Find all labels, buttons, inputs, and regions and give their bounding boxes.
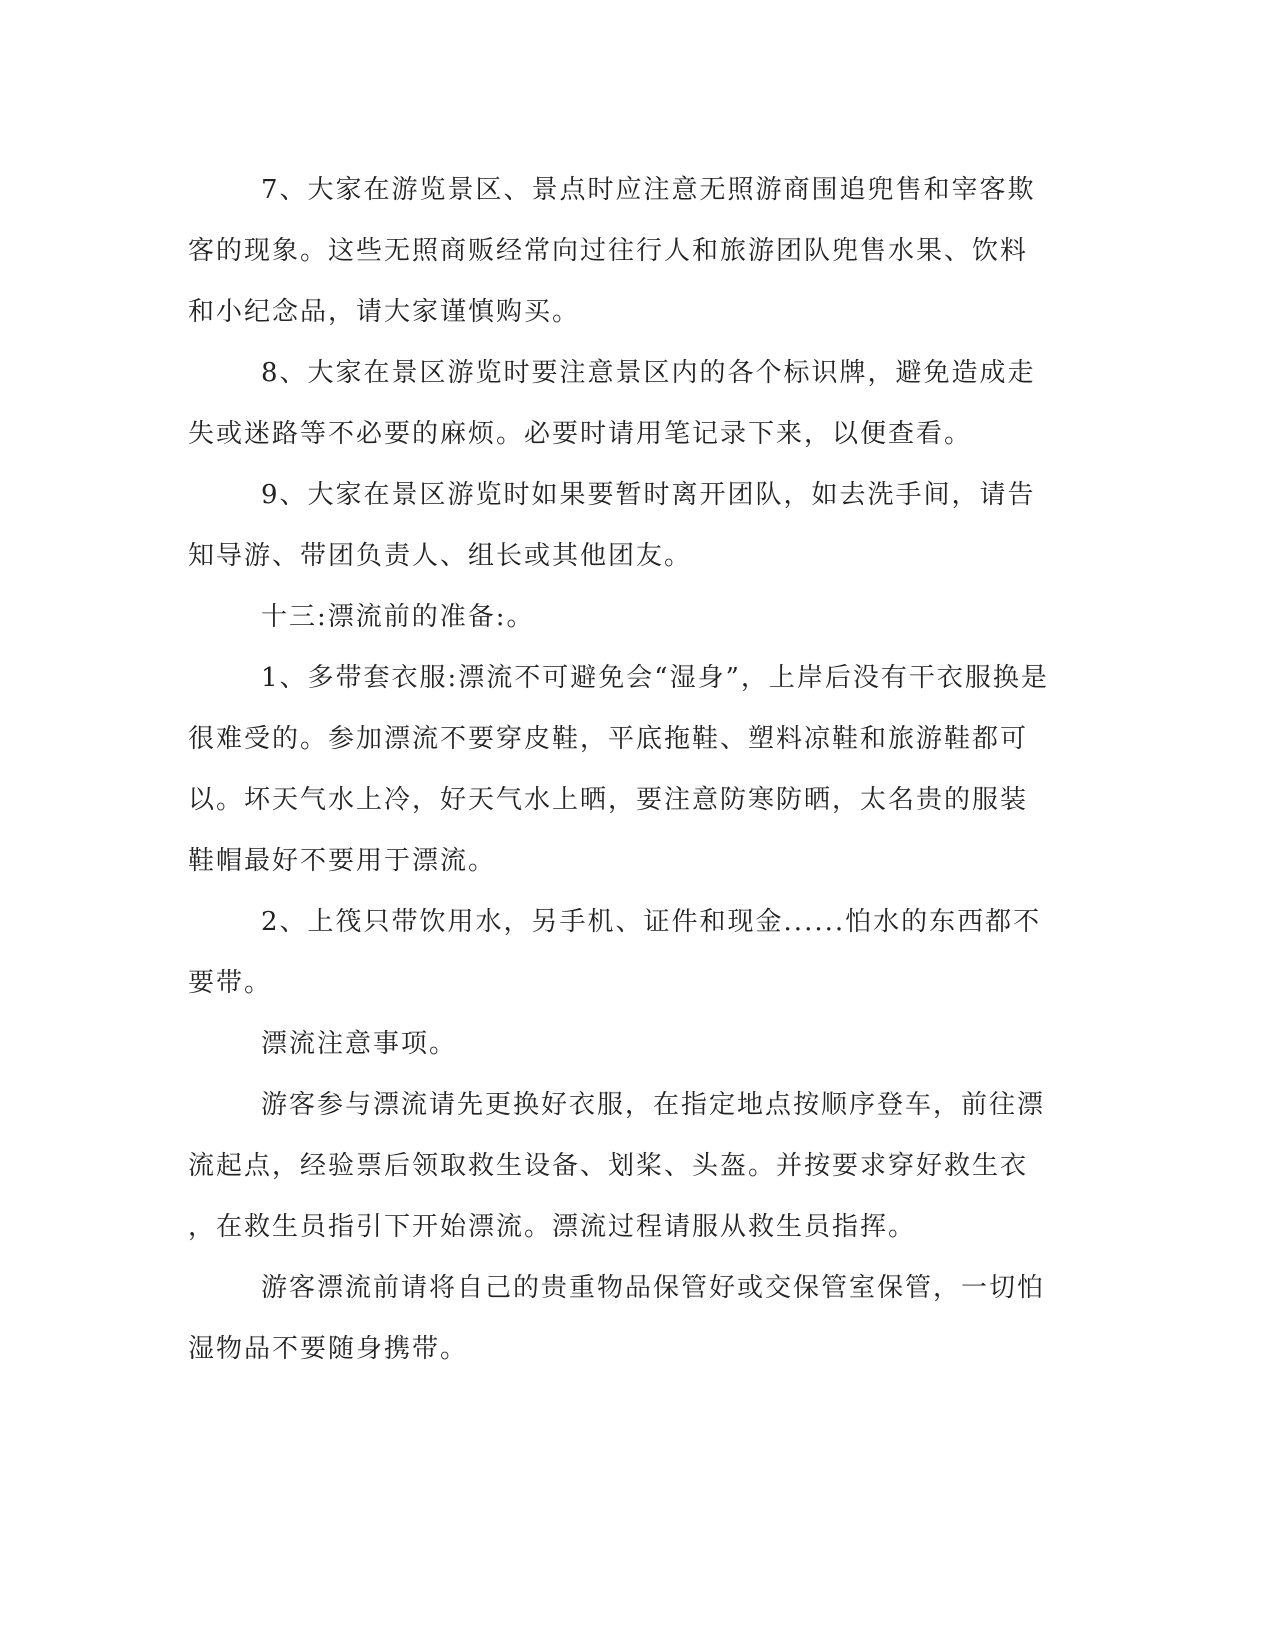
text-line: 十三:漂流前的准备:。	[261, 602, 535, 632]
text-line: 很难受的。参加漂流不要穿皮鞋，平底拖鞋、塑料凉鞋和旅游鞋都可	[188, 724, 1029, 754]
text-line: 9、大家在景区游览时如果要暂时离开团队，如去洗手间，请告	[261, 480, 1036, 510]
text-line: 7、大家在游览景区、景点时应注意无照游商围追兜售和宰客欺	[261, 175, 1036, 205]
paragraph-notes-1	[188, 1075, 1068, 1258]
paragraph-item-8	[188, 343, 1068, 465]
text-line: 1、多带套衣服:漂流不可避免会“湿身”，上岸后没有干衣服换是	[261, 663, 1049, 693]
text-line: 2、上筏只带饮用水，另手机、证件和现金......怕水的东西都不	[261, 907, 1042, 937]
text-line: 客的现象。这些无照商贩经常向过往行人和旅游团队兜售水果、饮料	[188, 236, 1029, 266]
text-line: 游客参与漂流请先更换好衣服，在指定地点按顺序登车，前往漂	[261, 1090, 1046, 1120]
paragraph-item-7	[188, 160, 1068, 343]
text-line: 流起点，经验票后领取救生设备、划桨、头盔。并按要求穿好救生衣	[188, 1151, 1029, 1181]
paragraph-prep-1	[188, 648, 1068, 892]
text-line: 失或迷路等不必要的麻烦。必要时请用笔记录下来，以便查看。	[188, 419, 973, 449]
text-line: 和小纪念品，请大家谨慎购买。	[188, 297, 581, 327]
paragraph-item-9	[188, 465, 1068, 587]
section-heading-notes	[188, 1014, 1068, 1075]
paragraph-notes-2	[188, 1258, 1068, 1380]
text-line: 8、大家在景区游览时要注意景区内的各个标识牌，避免造成走	[261, 358, 1036, 388]
text-line: 湿物品不要随身携带。	[188, 1334, 469, 1364]
text-line: 知导游、带团负责人、组长或其他团友。	[188, 541, 693, 571]
text-line: 以。坏天气水上冷，好天气水上晒，要注意防寒防晒，太名贵的服装	[188, 785, 1029, 815]
text-line: 漂流注意事项。	[261, 1029, 458, 1059]
text-line: 要带。	[188, 968, 273, 998]
text-line: 鞋帽最好不要用于漂流。	[188, 846, 497, 876]
text-line: 游客漂流前请将自己的贵重物品保管好或交保管室保管，一切怕	[261, 1273, 1046, 1303]
document-body	[188, 160, 1068, 1380]
paragraph-prep-2	[188, 892, 1068, 1014]
text-line: ，在救生员指引下开始漂流。漂流过程请服从救生员指挥。	[188, 1212, 917, 1242]
section-heading-13	[188, 587, 1068, 648]
